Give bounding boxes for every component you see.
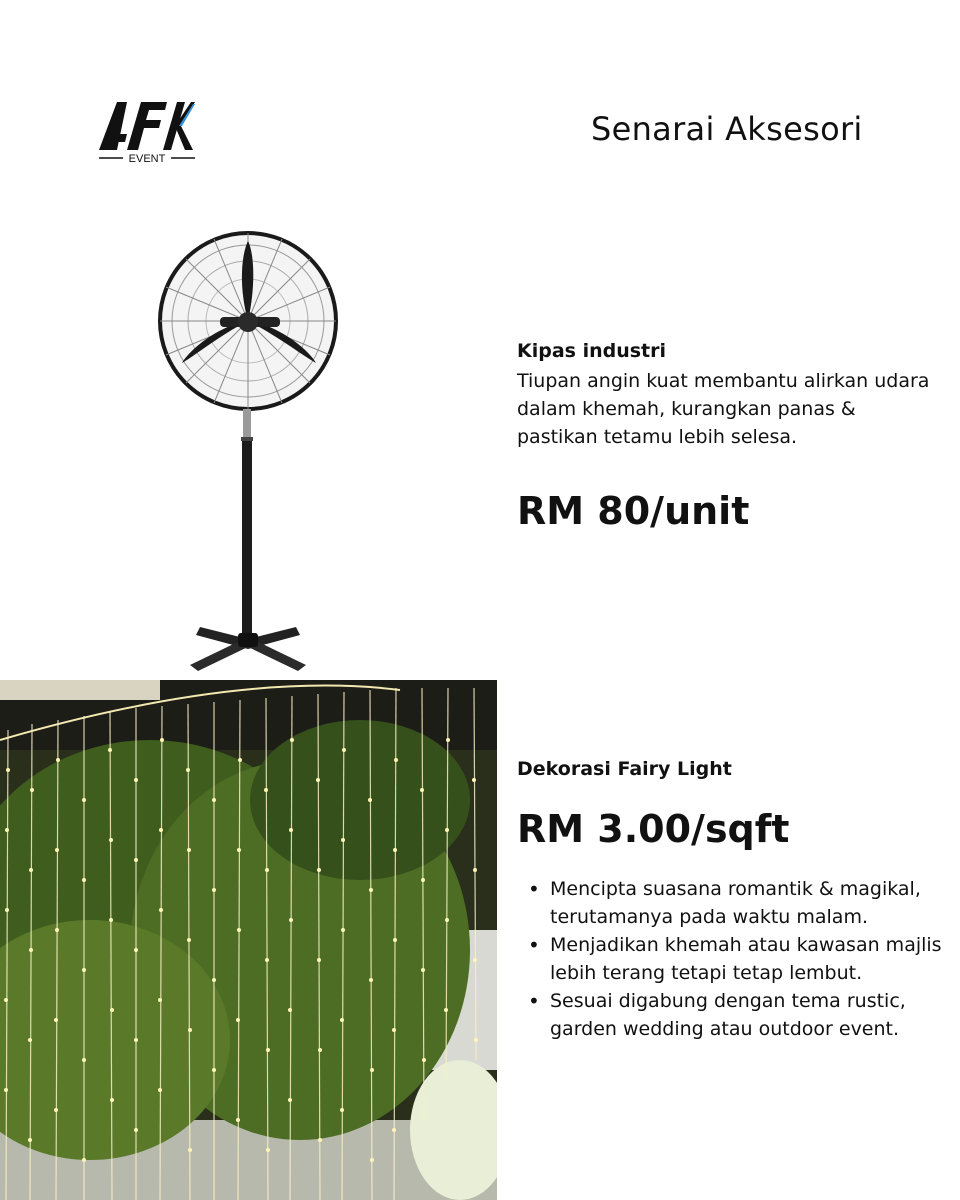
fairy-light-photo [0,680,497,1200]
bullet-icon: • [528,933,540,957]
logo-mark [97,96,197,166]
industrial-fan-image [150,225,350,675]
fairy-light-name: Dekorasi Fairy Light [517,758,732,780]
feature-text: Menjadikan khemah atau kawasan majlis lebih terang tetapi tetap lembut. [550,934,942,984]
feature-text: Sesuai digabung dengan tema rustic, garden wedding atau outdoor event. [550,990,906,1040]
fairy-light-features [520,875,955,1043]
bullet-icon: • [528,877,540,901]
feature-item [528,987,955,1043]
bullet-icon: • [528,989,540,1013]
fan-name: Kipas industri [517,340,667,362]
fan-price: RM 80/unit [517,489,750,533]
page-title: Senarai Aksesori [591,110,863,148]
logo-sub-text: EVENT [128,153,166,165]
fan-info [517,339,937,451]
feature-item [528,931,955,987]
feature-text: Mencipta suasana romantik & magikal, terutamanya pada waktu malam. [550,878,921,928]
afk-event-logo [97,96,197,166]
fairy-light-price: RM 3.00/sqft [517,807,790,851]
feature-item [528,875,955,931]
fan-description: Tiupan angin kuat membantu alirkan udara dalam khemah, kurangkan panas & pastikan tetamu lebih selesa. [517,370,930,448]
